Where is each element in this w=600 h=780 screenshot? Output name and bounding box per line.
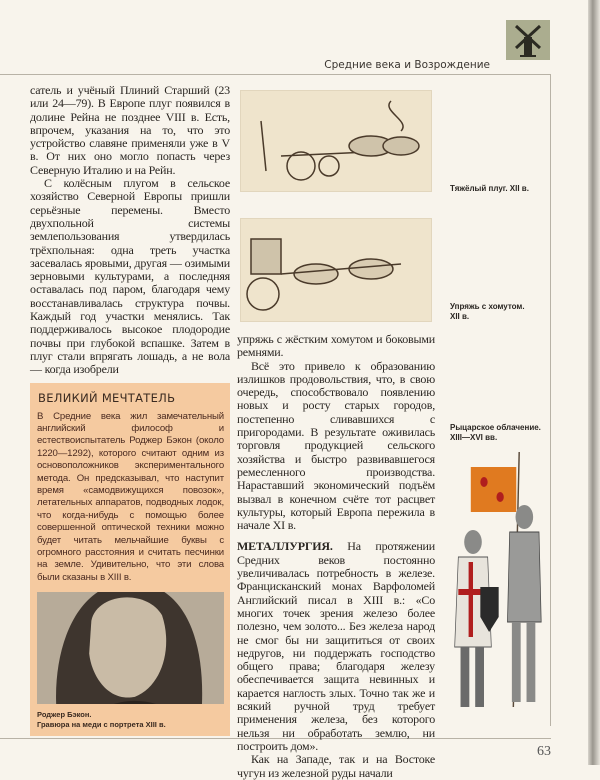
metallurgy-heading: МЕТАЛЛУРГИЯ. bbox=[237, 539, 333, 554]
windmill-icon bbox=[506, 20, 550, 60]
sidebar-text: В Средние века жил замечательный английский философ и естествоиспытатель Роджер Бэкон (около 1220—1292), которого считают одним из основоположников экспериментального метода. Он предсказывал, что наступит время «самодвижущихся повозок», летательных аппаратов, подводных лодок, что когда-нибудь с помощью более совершенной оптической техники можно будет читать мельчайшие буквы с огромного расстояния и считать песчинки на земле. Удивительно, что эти слова были сказаны в XIII в. bbox=[37, 410, 224, 583]
sidebar-title: ВЕЛИКИЙ МЕЧТАТЕЛЬ bbox=[38, 390, 176, 405]
margin-rule bbox=[550, 74, 551, 726]
column-left-text bbox=[30, 84, 230, 377]
metallurgy-section bbox=[237, 540, 435, 779]
caption-line: XIII—XVI вв. bbox=[450, 433, 498, 442]
running-header: Средние века и Возрождение bbox=[324, 59, 490, 71]
caption-line: Гравюра на меди с портрета XIII в. bbox=[37, 720, 166, 729]
portrait-caption bbox=[37, 710, 224, 730]
left-column bbox=[30, 84, 230, 736]
paragraph: сатель и учёный Плиний Старший (23 или 24—79). В Европе плуг появился в долине Рейна не позднее VIII в. Есть, впрочем, указания на то, что это устройство славяне применяли уже в V в. От них оно могло попасть через Северную Италию и на Рейн. bbox=[30, 83, 230, 177]
paragraph: С колёсным плугом в сельское хозяйство Северной Европы пришли серьёзные перемены. Вместо двухпольной системы землепользования утвердилась трёхпольная: одна треть участка засевалась яровыми, другая — озимыми зерновыми культурами, а последняя оставалась под паром, благодаря чему восстанавливалась структура почвы. Каждый год участки менялись. Так поддерживалось высокое плодородие почвы при глубокой вспашке. Затем в плуг стали впрягать лошадь, а не вола — когда изобрели bbox=[30, 176, 230, 377]
caption-line: Роджер Бэкон. bbox=[37, 710, 92, 719]
horse-harness-illustration bbox=[240, 218, 432, 322]
harness-caption bbox=[450, 302, 525, 322]
page-number: 63 bbox=[537, 744, 551, 759]
armor-caption bbox=[450, 423, 541, 443]
paragraph: На протяжении Средних веков постоянно увеличивалась потребность в железе. Францисканский монах Варфоломей Английский писал в XIII в.: «Со многих точек зрения железо более полезно, чем золото... Без железа народ не смог бы ни защититься от своих недругов, ни поддержать господство общего права; благодаря железу обеспечивается защита невинных и карается наглость злых. Точно так же и всякий ручной труд требует применения железа, без которого нельзя ни обработать землю, ни построить дом». bbox=[237, 539, 435, 753]
column-middle-text bbox=[237, 333, 435, 532]
paragraph: упряжь с жёстким хомутом и боковыми ремнями. bbox=[237, 332, 435, 360]
paragraph: Как на Западе, так и на Востоке чугун из железной руды начали bbox=[237, 752, 435, 780]
sidebar-box bbox=[30, 383, 230, 736]
heavy-plough-illustration bbox=[240, 90, 432, 192]
header-rule bbox=[0, 74, 551, 75]
roger-bacon-portrait bbox=[37, 592, 224, 704]
caption-line: Рыцарское облачение. bbox=[450, 423, 541, 432]
knights-armor-illustration bbox=[440, 447, 550, 727]
caption-line: XII в. bbox=[450, 312, 470, 321]
book-spine-edge bbox=[588, 0, 600, 765]
paragraph: Всё это привело к образованию излишков продовольствия, что, в свою очередь, способствовало появлению новых и росту старых городов, постепенно сливавшихся с пригородами. В результате оживилась торговля продукцией сельского хозяйства и быстро развивавшегося ремесленного производства. Нараставший экономический подъём вызвал в конечном счёте тот расцвет культуры, который Европа пережила в начале XI в. bbox=[237, 358, 435, 533]
column-middle bbox=[237, 333, 435, 780]
caption-line: Упряжь с хомутом. bbox=[450, 302, 525, 311]
plough-caption: Тяжёлый плуг. XII в. bbox=[450, 184, 529, 193]
